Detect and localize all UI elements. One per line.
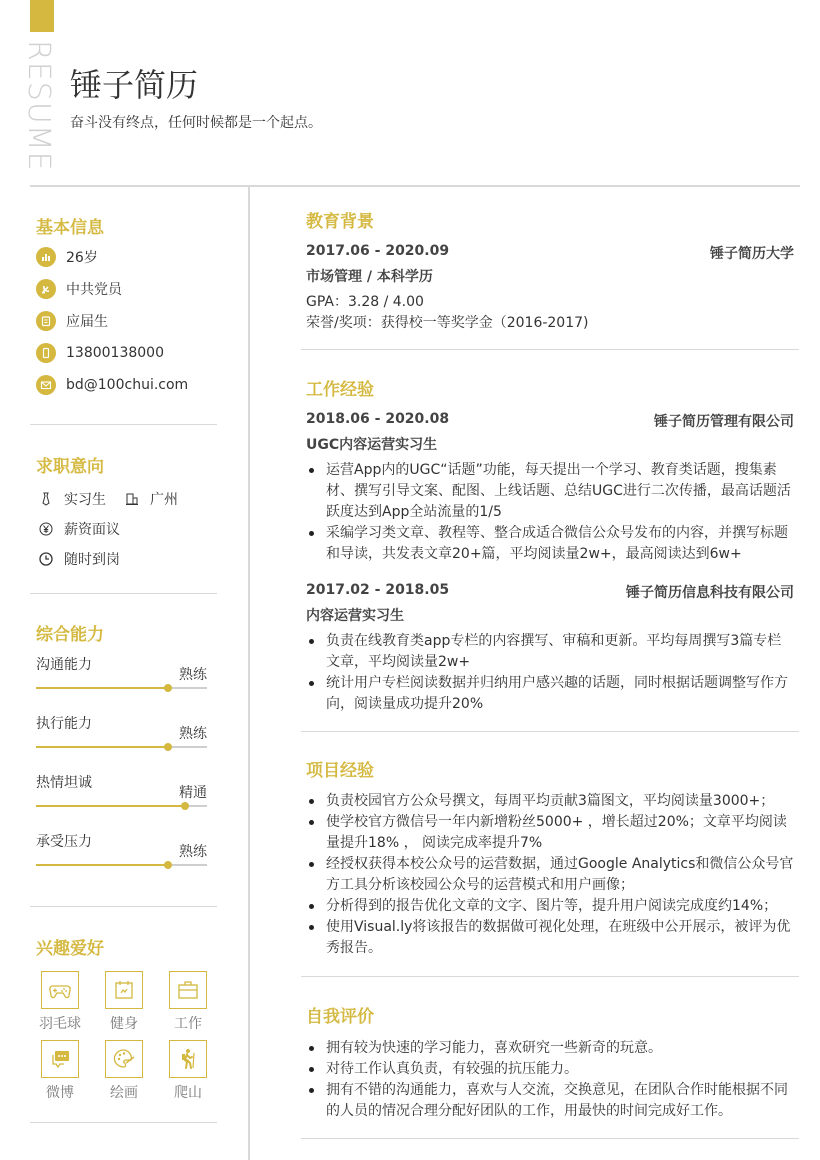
education-honors: 荣誉/奖项：获得校一等奖学金（2016-2017) [306, 315, 589, 331]
section-title-projects: 项目经验 [306, 761, 374, 781]
info-status-value: 应届生 [66, 314, 108, 330]
work-entry [306, 411, 794, 565]
self-eval-bullet: 拥有较为快速的学习能力，喜欢研究一些新奇的玩意。 [306, 1038, 794, 1059]
section-title-self-eval: 自我评价 [306, 1007, 374, 1027]
hobby-fitness [94, 971, 154, 1033]
info-phone [36, 343, 164, 363]
work-period: 2018.06 - 2020.08 [306, 411, 450, 427]
intent-type [38, 489, 106, 509]
section-title-education: 教育背景 [306, 212, 374, 232]
education-major: 市场管理 / 本科学历 [306, 269, 433, 285]
work-bullet: 负责在线教育类app专栏的内容撰写、审稿和更新。平均每周撰写3篇专栏文章，平均阅读量2w+ [306, 631, 794, 673]
briefcase-icon [169, 971, 207, 1009]
section-divider [301, 349, 799, 350]
section-title-job-intent: 求职意向 [36, 457, 104, 477]
tie-icon [38, 491, 54, 507]
intent-salary-value: 薪资面议 [64, 522, 120, 538]
section-title-basic-info: 基本信息 [36, 218, 104, 238]
hobby-work [158, 971, 218, 1033]
work-role: 内容运营实习生 [306, 608, 404, 624]
intent-city [124, 489, 178, 509]
projects-list [306, 785, 794, 959]
work-company: 锤子简历管理有限公司 [654, 414, 794, 430]
skill-name: 热情坦诚 [36, 775, 92, 791]
skill-name: 承受压力 [36, 834, 92, 850]
column-divider [248, 186, 250, 1160]
project-bullet: 使用Visual.ly将该报告的数据做可视化处理，在班级中公开展示，被评为优秀报告。 [306, 917, 794, 959]
info-email [36, 375, 188, 395]
hobby-badminton [30, 971, 90, 1033]
skill-bar [36, 687, 207, 689]
info-age-value: 26岁 [66, 250, 98, 266]
skill-level: 精通 [179, 785, 207, 801]
skill-dot [181, 802, 189, 810]
skill-level: 熟练 [179, 667, 207, 683]
skill-bar [36, 805, 207, 807]
skill-bar [36, 746, 207, 748]
palette-icon [105, 1040, 143, 1078]
skill-bar [36, 864, 207, 866]
party-emblem-icon [36, 279, 56, 299]
building-icon [124, 491, 140, 507]
work-company: 锤子简历信息科技有限公司 [626, 585, 794, 601]
project-bullet: 分析得到的报告优化文章的文字、图片等，提升用户阅读完成度约14%； [306, 896, 794, 917]
hobby-label: 羽毛球 [39, 1016, 81, 1032]
skill-dot [164, 743, 172, 751]
gamepad-icon [41, 971, 79, 1009]
section-title-skills: 综合能力 [36, 625, 104, 645]
intent-salary [38, 519, 120, 539]
hobby-label: 爬山 [174, 1085, 202, 1101]
intent-availability-value: 随时到岗 [64, 552, 120, 568]
hiker-icon [169, 1040, 207, 1078]
resume-vertical-label: RESUME [21, 40, 56, 172]
resume-name: 锤子简历 [70, 66, 199, 104]
work-period: 2017.02 - 2018.05 [306, 582, 450, 598]
skill-level: 熟练 [179, 844, 207, 860]
section-divider [301, 976, 799, 977]
project-bullet: 使学校官方微信号一年内新增粉丝5000+ ，增长超过20%；文章平均阅读量提升18% ， 阅读完成率提升7% [306, 812, 794, 854]
section-divider [301, 731, 799, 732]
info-politics [36, 279, 122, 299]
section-title-work: 工作经验 [306, 380, 374, 400]
accent-block [30, 0, 54, 32]
info-age [36, 247, 98, 267]
education-entry [306, 243, 794, 334]
hobby-label: 绘画 [110, 1085, 138, 1101]
self-eval-bullet: 拥有不错的沟通能力，喜欢与人交流，交换意见，在团队合作时能根据不同的人员的情况合理分配好团队的工作，用最快的时间完成好工作。 [306, 1080, 794, 1122]
phone-icon [36, 343, 56, 363]
skill-dot [164, 684, 172, 692]
sidebar-divider [30, 424, 217, 425]
hobby-label: 微博 [46, 1085, 74, 1101]
hobby-hiking [158, 1040, 218, 1102]
hobby-label: 工作 [174, 1016, 202, 1032]
hobby-painting [94, 1040, 154, 1102]
project-bullet: 经授权获得本校公众号的运营数据，通过Google Analytics和微信公众号官方工具分析该校园公众号的运营模式和用户画像； [306, 854, 794, 896]
fitness-calendar-icon [105, 971, 143, 1009]
intent-type-value: 实习生 [64, 492, 106, 508]
clipboard-icon [36, 311, 56, 331]
motto: 奋斗没有终点，任何时候都是一个起点。 [70, 115, 322, 131]
work-role: UGC内容运营实习生 [306, 437, 438, 453]
skill-level: 熟练 [179, 726, 207, 742]
work-bullet: 统计用户专栏阅读数据并归纳用户感兴趣的话题，同时根据话题调整写作方向，阅读量成功提升20% [306, 673, 794, 715]
sidebar-divider [30, 906, 217, 907]
skill-name: 沟通能力 [36, 657, 92, 673]
mail-icon [36, 375, 56, 395]
info-phone-value[interactable]: 13800138000 [66, 345, 164, 361]
self-eval-list [306, 1032, 794, 1122]
clock-icon [38, 551, 54, 567]
work-entry [306, 582, 794, 715]
section-divider [301, 1138, 799, 1139]
yen-icon [38, 521, 54, 537]
work-bullet: 运营App内的UGC“话题”功能，每天提出一个学习、教育类话题，搜集素材、撰写引导文案、配图、上线话题、总结UGC进行二次传播，最高话题活跃度达到App全站流量的1/5 [306, 460, 794, 523]
header-divider [30, 185, 800, 187]
intent-availability [38, 549, 120, 569]
work-bullet: 采编学习类文章、教程等、整合成适合微信公众号发布的内容，并撰写标题和导读，共发表文章20+篇，平均阅读量2w+，最高阅读达到6w+ [306, 523, 794, 565]
hobby-label: 健身 [110, 1016, 138, 1032]
chat-icon [41, 1040, 79, 1078]
project-bullet: 负责校园官方公众号撰文，每周平均贡献3篇图文，平均阅读量3000+； [306, 791, 794, 812]
skill-name: 执行能力 [36, 716, 92, 732]
info-email-value[interactable]: bd@100chui.com [66, 377, 189, 393]
section-title-hobbies: 兴趣爱好 [36, 939, 104, 959]
intent-city-value: 广州 [150, 492, 178, 508]
education-gpa: GPA：3.28 / 4.00 [306, 294, 424, 310]
info-status [36, 311, 108, 331]
chart-bar-icon [36, 247, 56, 267]
hobby-weibo [30, 1040, 90, 1102]
info-politics-value: 中共党员 [66, 282, 122, 298]
sidebar-divider [30, 1122, 217, 1123]
sidebar-divider [30, 593, 217, 594]
skill-dot [164, 861, 172, 869]
education-period: 2017.06 - 2020.09 [306, 243, 450, 259]
self-eval-bullet: 对待工作认真负责，有较强的抗压能力。 [306, 1059, 794, 1080]
education-school: 锤子简历大学 [710, 246, 794, 262]
